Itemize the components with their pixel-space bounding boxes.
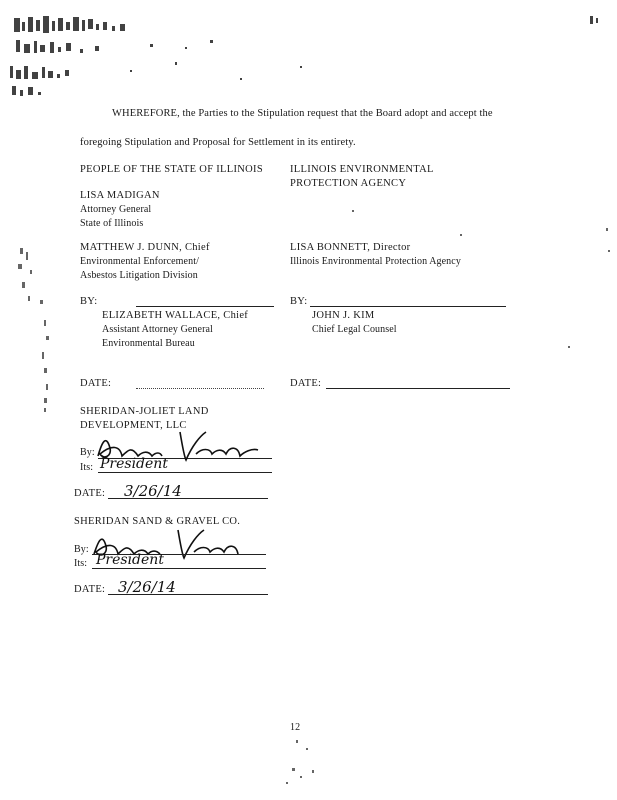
company2-its-label: Its: <box>74 558 88 569</box>
company1-its-value: President <box>100 456 168 472</box>
company2-its-value: President <box>96 552 164 568</box>
director-agency: Illinois Environmental Protection Agency <box>290 256 461 267</box>
company1-its-label: Its: <box>80 462 94 473</box>
director-name: LISA BONNETT, Director <box>290 242 411 253</box>
company2-by-label: By: <box>74 544 89 555</box>
division-chief-division-2: Asbestos Litigation Division <box>80 270 198 281</box>
division-chief-name: MATTHEW J. DUNN, Chief <box>80 242 210 253</box>
wherefore-line-1: WHEREFORE, the Parties to the Stipulation request that the Board adopt and accept the <box>112 108 493 119</box>
right-signature-line[interactable] <box>310 306 506 307</box>
party-people-of-illinois: PEOPLE OF THE STATE OF ILLINOIS <box>80 164 263 175</box>
company1-its-line[interactable] <box>98 472 272 473</box>
company1-date-line[interactable] <box>108 498 268 499</box>
left-signer-name: ELIZABETH WALLACE, Chief <box>102 310 249 321</box>
right-by-label: BY: <box>290 296 308 307</box>
left-signer-bureau: Environmental Bureau <box>102 338 195 349</box>
right-date-label: DATE: <box>290 378 322 389</box>
company1-date-label: DATE: <box>74 488 106 499</box>
company2-date-line[interactable] <box>108 594 268 595</box>
left-date-line[interactable] <box>136 388 264 389</box>
left-signature-line[interactable] <box>136 306 274 307</box>
right-signer-title: Chief Legal Counsel <box>312 324 397 335</box>
party-illinois-epa-line-1: ILLINOIS ENVIRONMENTAL <box>290 164 434 175</box>
attorney-general-state: State of Illinois <box>80 218 144 229</box>
left-by-label: BY: <box>80 296 98 307</box>
page-number: 12 <box>290 722 301 733</box>
company2-date-value: 3/26/14 <box>118 578 176 596</box>
attorney-general-name: LISA MADIGAN <box>80 190 160 201</box>
company2-name: SHERIDAN SAND & GRAVEL CO. <box>74 516 241 527</box>
company2-date-label: DATE: <box>74 584 106 595</box>
wherefore-line-2: foregoing Stipulation and Proposal for Settlement in its entirety. <box>80 137 356 148</box>
party-illinois-epa-line-2: PROTECTION AGENCY <box>290 178 407 189</box>
right-date-line[interactable] <box>326 388 510 389</box>
division-chief-division-1: Environmental Enforcement/ <box>80 256 199 267</box>
left-signer-title: Assistant Attorney General <box>102 324 213 335</box>
company2-its-line[interactable] <box>92 568 266 569</box>
company1-name-line-2: DEVELOPMENT, LLC <box>80 420 187 431</box>
right-signer-name: JOHN J. KIM <box>312 310 375 321</box>
attorney-general-title: Attorney General <box>80 204 152 215</box>
left-date-label: DATE: <box>80 378 112 389</box>
company1-by-label: By: <box>80 447 95 458</box>
company1-date-value: 3/26/14 <box>124 482 182 500</box>
company1-name-line-1: SHERIDAN-JOLIET LAND <box>80 406 209 417</box>
